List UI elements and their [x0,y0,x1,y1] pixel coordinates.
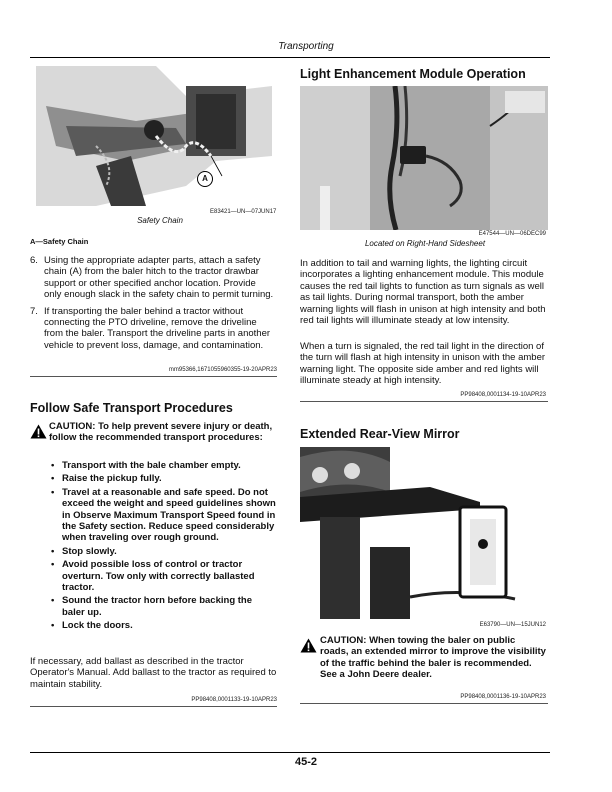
bullet-item: • Raise the pickup fully. [48,473,276,484]
bullet-item: • Avoid possible loss of control or tractor overturn. Tow only with correctly ballasted tractor. [48,559,276,593]
callout-a: A [197,171,213,187]
warning-icon [30,424,47,439]
module-paragraph-1: In addition to tail and warning lights, the lighting circuit incorporates a lighting enhancement module. This module causes the red tail lights to function as turn signals as well as tail lights. During normal transport, both the amber warning lights will flash in unison at high intensity and both red tail lights will illuminate steady at low intensity. [300,258,546,327]
steps-list [30,255,275,351]
section-rule [30,376,277,377]
warning-icon [300,638,317,653]
module-paragraph-2: When a turn is signaled, the red tail light in the direction of the turn will flash at high intensity in unison with the amber warning light. The opposite side amber and red lights will illuminate steady at high intensity. [300,341,546,387]
footer-rule [30,752,550,753]
header-rule [30,57,550,58]
bullet-list [48,460,276,634]
section-title: Follow Safe Transport Procedures [30,401,233,415]
figure-caption: Located on Right-Hand Sidesheet [364,239,486,248]
lighting-module-figure [300,86,548,230]
bullet-item: • Lock the doors. [48,620,276,631]
caution-text: CAUTION: When towing the baler on public roads, an extended mirror to improve the visibility of the traffic behind the baler is recommended. See a John Deere dealer. [320,635,546,681]
section-rule [300,401,548,402]
step-6: 6. Using the appropriate adapter parts, attach a safety chain (A) from the baler hitch to the tractor drawbar support or other specified anchor location. Provide only enough slack in the safety chain to permit turning. [30,255,274,301]
caution-text: CAUTION: To help prevent severe injury or death, follow the recommended transport procedures: [49,421,273,444]
section-title: Light Enhancement Module Operation [300,67,526,81]
figure-code: E83421—UN—07JUN17 [210,209,277,215]
section-rule [300,703,548,704]
mirror-figure [300,447,548,619]
ballast-paragraph: If necessary, add ballast as described in the tractor Operator's Manual. Add ballast to the tractor as required to maintain stability. [30,656,277,690]
figure-code: E47544—UN—06DEC99 [478,231,546,237]
figure-legend: A—Safety Chain [30,237,89,246]
running-header: Transporting [278,41,334,52]
reference-code: mm95366,1671055960355-19-20APR23 [168,367,277,373]
page-number: 45-2 [294,756,318,768]
bullet-item: • Transport with the bale chamber empty. [48,460,276,471]
figure-caption: Safety Chain [137,216,183,225]
section-rule [30,706,277,707]
reference-code: PP98408,0001133-19-10APR23 [191,697,277,703]
bullet-item: • Travel at a reasonable and safe speed. Do not exceed the weight and speed guidelines shown in Observe Maximum Transport Speed found in the Safety section. Reduce speed considerably when traveling over rough ground. [48,487,276,544]
step-7: 7. If transporting the baler behind a tractor without connecting the PTO driveline, remove the driveline from the baler. Transport the driveline parts in another vehicle to prevent loss, damage, and contamination. [30,305,271,351]
bullet-item: • Sound the tractor horn before backing the baler up. [48,595,276,618]
section-title: Extended Rear-View Mirror [300,427,460,441]
reference-code: PP98408,0001136-19-10APR23 [460,694,546,700]
reference-code: PP98408,0001134-19-10APR23 [460,392,546,398]
safety-chain-figure [36,66,272,206]
figure-code: E63790—UN—15JUN12 [479,622,546,628]
bullet-item: • Stop slowly. [48,546,276,557]
